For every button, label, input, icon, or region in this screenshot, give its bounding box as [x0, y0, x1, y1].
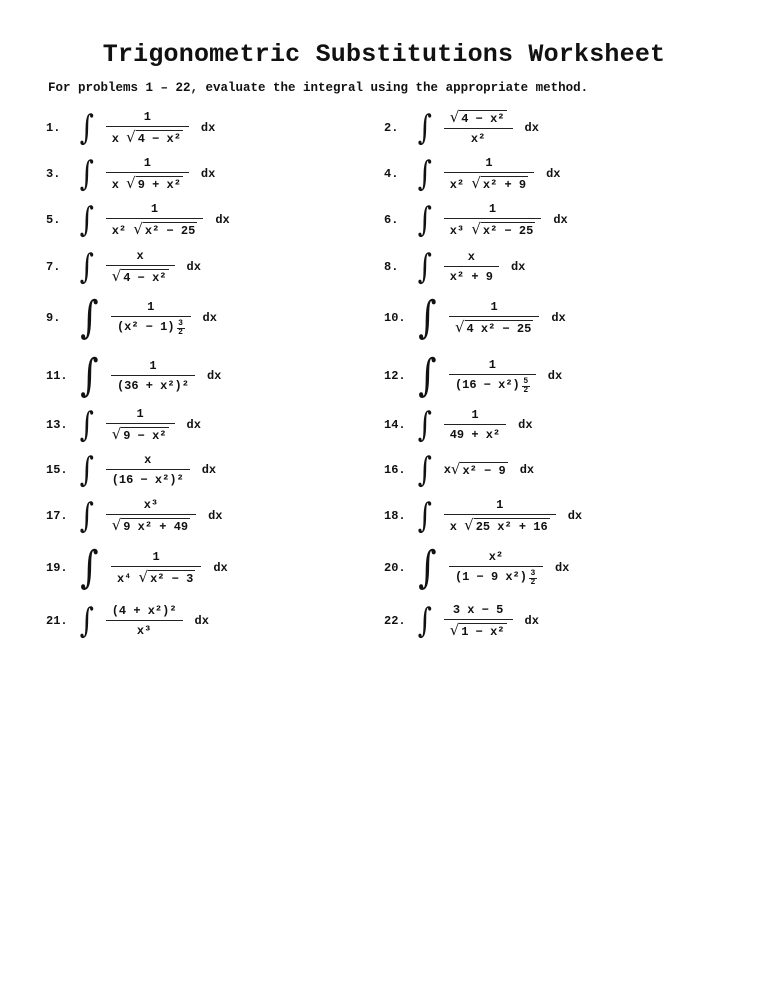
integral-sign-icon: ∫: [418, 350, 437, 401]
integral-sign-icon: ∫: [80, 350, 99, 401]
differential: dx: [553, 213, 568, 227]
differential: dx: [201, 463, 217, 477]
differential: dx: [202, 311, 217, 325]
numerator: 1: [143, 110, 151, 124]
denominator: √ 4 x² − 25: [454, 318, 532, 336]
integral-sign-icon: ∫: [79, 601, 94, 641]
problem-number: 20.: [384, 561, 406, 575]
denominator: x²: [470, 132, 486, 146]
differential: dx: [186, 418, 201, 432]
integral-sign-icon: ∫: [79, 496, 94, 536]
problem-number: 14.: [384, 418, 406, 432]
differential: dx: [551, 311, 566, 325]
integrand-fraction: [106, 453, 190, 487]
integral-sign-icon: ∫: [79, 405, 94, 445]
denominator: √ 9 x² + 49: [111, 516, 189, 534]
denominator: x⁴ √ x² − 3: [116, 568, 194, 586]
differential: dx: [215, 213, 230, 227]
differential: dx: [208, 509, 223, 523]
integral-sign-icon: ∫: [417, 450, 432, 490]
problem-7: [46, 242, 201, 292]
denominator: (16 − x²) $\frac{5}{2}$: [454, 376, 529, 395]
integrand-fraction: [111, 300, 191, 337]
integrand-fraction: [106, 604, 183, 638]
integral-sign-icon: ∫: [80, 542, 99, 593]
problem-number: 6.: [384, 213, 399, 227]
numerator: 1: [149, 359, 157, 373]
problem-number: 12.: [384, 369, 406, 383]
problem-18: [384, 491, 582, 541]
integral-sign-icon: ∫: [418, 542, 437, 593]
differential: dx: [510, 260, 526, 274]
numerator: 1: [490, 300, 498, 314]
integrand-fraction: [449, 300, 539, 336]
integral-sign-icon: ∫: [417, 405, 432, 445]
problem-12: [384, 351, 562, 401]
integrand-fraction: [106, 202, 204, 238]
integrand-fraction: [444, 110, 513, 146]
problem-number: 21.: [46, 614, 68, 628]
problem-number: 22.: [384, 614, 406, 628]
problem-number: 1.: [46, 121, 61, 135]
integrand-fraction: [106, 110, 189, 146]
integral-sign-icon: ∫: [79, 154, 94, 194]
differential: dx: [524, 121, 539, 135]
numerator: x: [467, 250, 475, 264]
denominator: (1 − 9 x²) $\frac{3}{2}$: [454, 568, 536, 587]
problem-number: 10.: [384, 311, 406, 325]
problem-22: [384, 596, 539, 646]
differential: dx: [524, 614, 539, 628]
problem-5: [46, 195, 230, 245]
problem-3: [46, 149, 215, 199]
integral-sign-icon: ∫: [417, 108, 432, 148]
problem-14: [384, 400, 533, 450]
numerator: 1: [496, 498, 504, 512]
problem-number: 5.: [46, 213, 61, 227]
problem-4: [384, 149, 561, 199]
problem-9: [46, 293, 217, 343]
numerator: √ 4 − x²: [449, 108, 505, 126]
problem-6: [384, 195, 568, 245]
denominator: x³: [136, 624, 152, 638]
denominator: (x² − 1) $\frac{3}{2}$: [116, 318, 183, 337]
numerator: 1: [152, 550, 160, 564]
problem-2: [384, 103, 539, 153]
numerator: 1: [150, 202, 159, 216]
problem-13: [46, 400, 201, 450]
problem-number: 11.: [46, 369, 68, 383]
numerator: x: [144, 453, 152, 467]
integral-sign-icon: ∫: [79, 200, 94, 240]
problem-19: [46, 543, 228, 593]
problem-20: [384, 543, 569, 593]
problem-15: [46, 445, 216, 495]
problem-number: 8.: [384, 260, 399, 274]
numerator: x²: [488, 549, 504, 564]
integrand-fraction: [449, 358, 536, 395]
numerator: 1: [147, 299, 155, 314]
differential: dx: [200, 121, 216, 135]
denominator: x √ 4 − x²: [111, 128, 181, 146]
integrand: x √ x² − 9: [443, 460, 506, 478]
integral-sign-icon: ∫: [79, 108, 94, 148]
problem-10: [384, 293, 566, 343]
integral-sign-icon: ∫: [80, 292, 99, 343]
numerator: 1: [136, 407, 144, 421]
integral-sign-icon: ∫: [417, 247, 432, 287]
problem-number: 19.: [46, 561, 68, 575]
denominator: x √ 25 x² + 16: [449, 516, 548, 534]
instructions: For problems 1 – 22, evaluate the integral using the appropriate method.: [48, 81, 589, 95]
numerator: x: [136, 249, 144, 263]
denominator: (36 + x²)²: [116, 379, 189, 393]
problem-number: 17.: [46, 509, 68, 523]
integrand-fraction: [111, 550, 201, 586]
integral-sign-icon: ∫: [79, 450, 94, 490]
numerator: 1: [143, 156, 151, 170]
integrand-fraction: [449, 550, 543, 587]
differential: dx: [206, 369, 222, 383]
integrand-fraction: [444, 202, 542, 238]
denominator: x² √ x² − 25: [111, 220, 196, 238]
differential: dx: [200, 167, 216, 181]
differential: dx: [194, 614, 209, 628]
numerator: x³: [143, 498, 159, 512]
differential: dx: [519, 463, 535, 477]
integrand-fraction: [444, 408, 506, 442]
page-title: Trigonometric Substitutions Worksheet: [102, 40, 666, 69]
numerator: (4 + x²)²: [111, 604, 177, 618]
denominator: x √ 9 + x²: [111, 174, 181, 192]
integrand-fraction: [106, 498, 196, 534]
denominator: √ 1 − x²: [449, 621, 505, 639]
differential: dx: [518, 418, 533, 432]
integrand-fraction: [106, 156, 189, 192]
problem-number: 18.: [384, 509, 406, 523]
problem-8: [384, 242, 525, 292]
numerator: 1: [485, 156, 493, 170]
denominator: x² + 9: [449, 270, 493, 284]
problem-11: [46, 351, 221, 401]
integrand-fraction: [106, 249, 175, 285]
denominator: √ 4 − x²: [111, 267, 167, 285]
problem-number: 13.: [46, 418, 68, 432]
integral-sign-icon: ∫: [418, 292, 437, 343]
differential: dx: [567, 509, 583, 523]
denominator: √ 9 − x²: [111, 425, 167, 443]
problem-number: 16.: [384, 463, 406, 477]
integrand-fraction: [106, 407, 175, 443]
differential: dx: [186, 260, 201, 274]
differential: dx: [546, 167, 561, 181]
denominator: (16 − x²)²: [111, 473, 184, 487]
differential: dx: [554, 561, 570, 575]
numerator: 3 x − 5: [452, 603, 504, 617]
integral-sign-icon: ∫: [417, 496, 432, 536]
denominator: 49 + x²: [449, 428, 501, 442]
differential: dx: [213, 561, 228, 575]
differential: dx: [547, 369, 563, 383]
integral-sign-icon: ∫: [417, 200, 432, 240]
integrand-fraction: [444, 498, 556, 534]
problem-1: [46, 103, 215, 153]
problem-16: [384, 445, 534, 495]
numerator: 1: [488, 357, 496, 372]
problem-number: 9.: [46, 311, 61, 325]
integrand-fraction: [444, 250, 499, 284]
problem-21: [46, 596, 209, 646]
integrand-fraction: [111, 359, 195, 393]
problem-number: 7.: [46, 260, 61, 274]
integral-sign-icon: ∫: [417, 154, 432, 194]
problem-number: 15.: [46, 463, 68, 477]
integrand-fraction: [444, 603, 513, 639]
denominator: x³ √ x² − 25: [449, 220, 534, 238]
integrand-fraction: [444, 156, 534, 192]
numerator: 1: [488, 202, 497, 216]
problem-number: 2.: [384, 121, 399, 135]
numerator: 1: [471, 408, 479, 422]
integral-sign-icon: ∫: [417, 601, 432, 641]
problem-17: [46, 491, 223, 541]
integral-sign-icon: ∫: [79, 247, 94, 287]
denominator: x² √ x² + 9: [449, 174, 527, 192]
problem-number: 3.: [46, 167, 61, 181]
problem-number: 4.: [384, 167, 399, 181]
